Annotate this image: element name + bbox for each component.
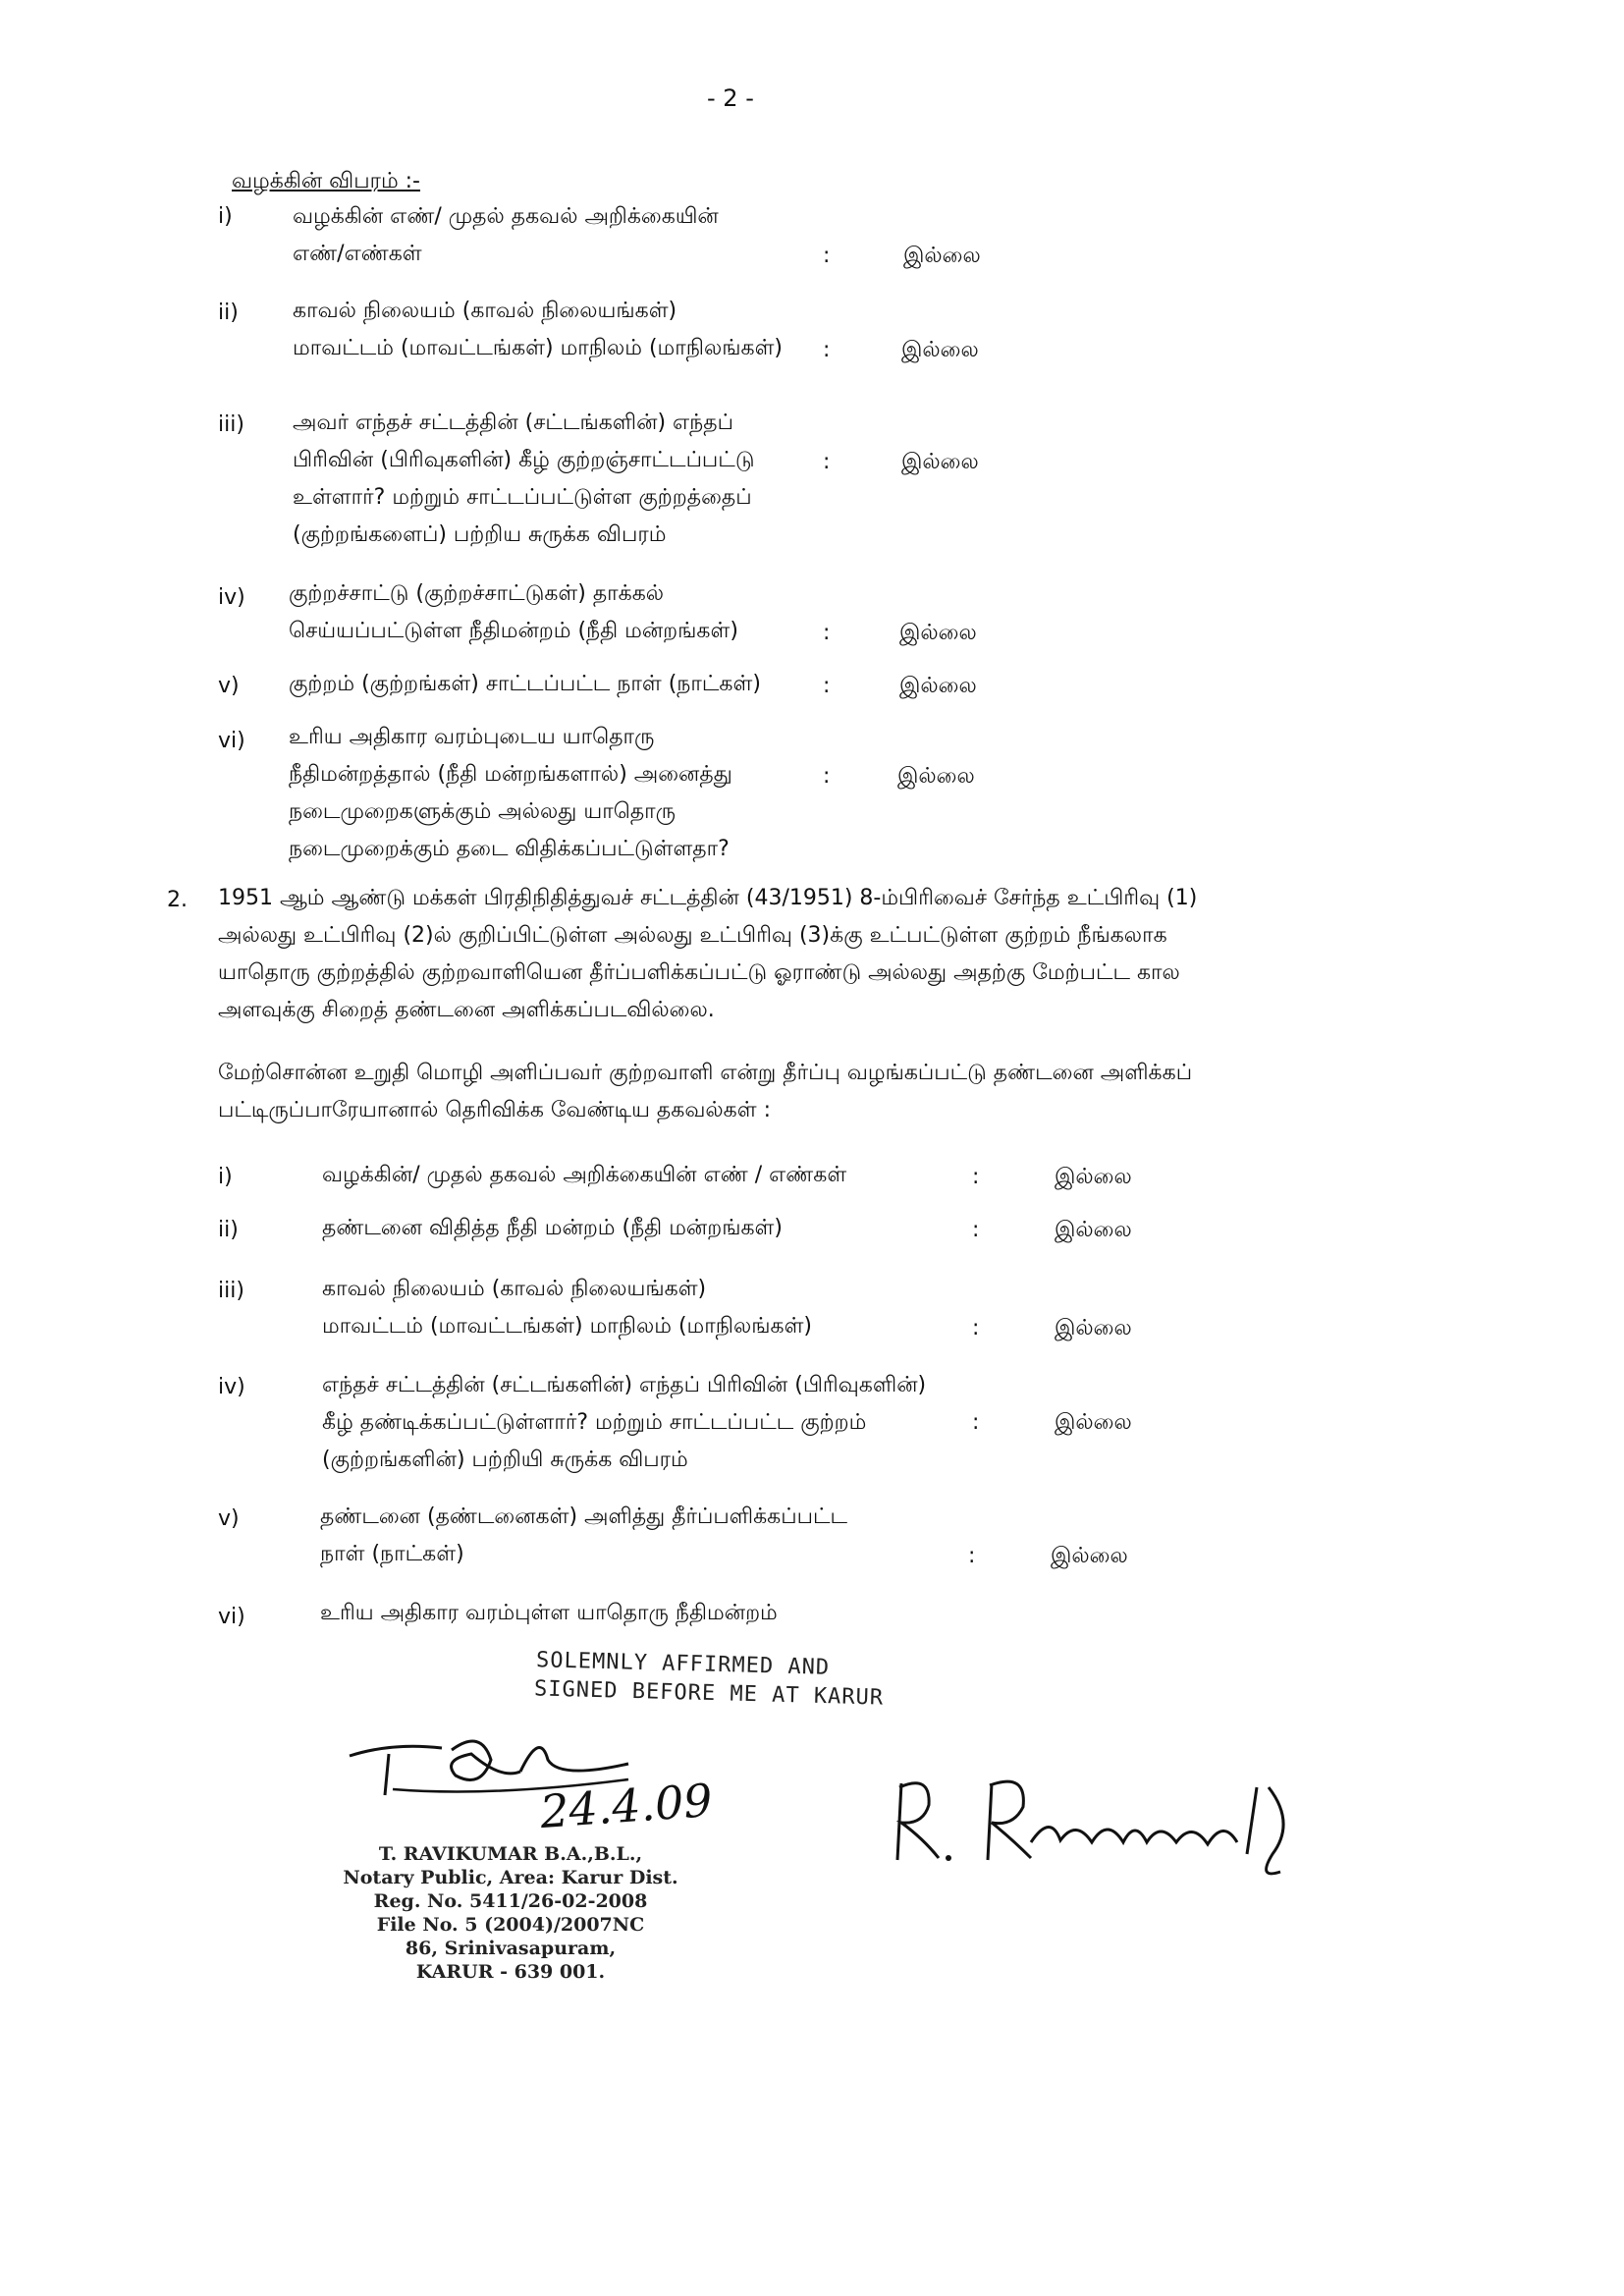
notary-line-5: KARUR - 639 001. [415,1961,606,1983]
section-heading: வழக்கின் விபரம் :- [232,169,420,193]
s1-item-3-value: இல்லை [901,450,979,474]
s1-item-2-line-2: மாவட்டம் (மாவட்டங்கள்) மாநிலம் (மாநிலங்கள்) [293,336,784,360]
s1-item-5-colon: : [823,674,831,698]
s1-item-6-line-3: நடைமுறைகளுக்கும் அல்லது யாதொரு [289,799,677,824]
s1-item-4-number: iv) [218,585,245,610]
s1-item-2-line-1: காவல் நிலையம் (காவல் நிலையங்கள்) [293,299,677,323]
s2-item-3-number: iii) [218,1279,244,1303]
s2-item-5-value: இல்லை [1051,1544,1128,1568]
notary-line-3: File No. 5 (2004)/2007NC [376,1914,645,1936]
s2-item-1-line-1: வழக்கின்/ முதல் தகவல் அறிக்கையின் எண் / எண்கள் [322,1163,847,1187]
s1-item-2-number: ii) [218,301,239,325]
s2-item-1-value: இல்லை [1055,1165,1132,1189]
s1-item-6-colon: : [823,764,831,789]
s1-item-4-value: இல்லை [899,621,977,645]
s1-item-1-value: இல்லை [903,244,981,268]
s1-item-3-colon: : [823,450,831,474]
affirmation-stamp-line-1: SOLEMNLY AFFIRMED AND [535,1648,831,1680]
point-2-line-2: அல்லது உட்பிரிவு (2)ல் குறிப்பிட்டுள்ள அல்லது உட்பிரிவு (3)க்கு உட்பட்டுள்ள குற்றம் நீங்கலாக [218,923,1167,948]
s2-item-2-value: இல்லை [1055,1218,1132,1242]
s2-item-3-line-1: காவல் நிலையம் (காவல் நிலையங்கள்) [322,1277,707,1301]
s2-item-5-number: v) [218,1506,240,1531]
s2-item-5-colon: : [968,1544,976,1568]
s1-item-6-line-4: நடைமுறைக்கும் தடை விதிக்கப்பட்டுள்ளதா? [289,837,730,861]
s1-item-2-value: இல்லை [901,338,979,362]
notary-stamp [324,1842,697,1984]
point-2-line-3: யாதொரு குற்றத்தில் குற்றவாளியென தீர்ப்பளிக்கப்பட்டு ஓராண்டு அல்லது அதற்கு மேற்பட்ட கால [218,960,1180,985]
page-number: - 2 - [707,84,754,112]
signature-date: 24.4.09 [538,1773,715,1839]
s2-item-4-number: iv) [218,1375,245,1399]
point-2-paragraph [218,880,1269,1029]
s1-item-3-line-1: அவர் எந்தச் சட்டத்தின் (சட்டங்களின்) எந்தப் [293,410,734,435]
s1-item-3-line-2: பிரிவின் (பிரிவுகளின்) கீழ் குற்றஞ்சாட்டப்பட்டு [293,448,755,472]
point-2-intro-line-1: மேற்சொன்ன உறுதி மொழி அளிப்பவர் குற்றவாளி என்று தீர்ப்பு வழங்கப்பட்டு தண்டனை அளிக்கப் [218,1061,1193,1085]
s2-item-4-line-1: எந்தச் சட்டத்தின் (சட்டங்களின்) எந்தப் பிரிவின் (பிரிவுகளின்) [322,1373,927,1397]
notary-line-2: Reg. No. 5411/26-02-2008 [373,1890,648,1912]
s1-item-1-line-2: எண்/எண்கள் [293,242,422,266]
s1-item-2-colon: : [823,338,831,362]
s2-item-6-line-1: உரிய அதிகார வரம்புள்ள யாதொரு நீதிமன்றம் [320,1601,778,1625]
notary-name: T. RAVIKUMAR B.A.,B.L., [378,1843,643,1865]
s1-item-1-number: i) [218,204,233,229]
s2-item-4-line-3: (குற்றங்களின்) பற்றியி சுருக்க விபரம் [322,1448,688,1472]
s1-item-6-line-2: நீதிமன்றத்தால் (நீதி மன்றங்களால்) அனைத்து [289,762,732,787]
notary-line-1: Notary Public, Area: Karur Dist. [343,1867,678,1888]
s1-item-3-line-4: (குற்றங்களைப்) பற்றிய சுருக்க விபரம் [293,522,667,547]
s2-item-3-value: இல்லை [1055,1316,1132,1340]
s1-item-6-number: vi) [218,729,245,753]
point-2-number: 2. [167,888,188,912]
s1-item-4-line-2: செய்யப்பட்டுள்ள நீதிமன்றம் (நீதி மன்றங்கள்) [289,619,738,643]
s1-item-4-line-1: குற்றச்சாட்டு (குற்றச்சாட்டுகள்) தாக்கல் [289,581,665,606]
point-2-line-4: அளவுக்கு சிறைத் தண்டனை அளிக்கப்படவில்லை. [218,998,715,1022]
s1-item-6-line-1: உரிய அதிகார வரம்புடைய யாதொரு [289,725,655,749]
point-2-intro [218,1055,1269,1129]
s1-item-1-line-1: வழக்கின் எண்/ முதல் தகவல் அறிக்கையின் [293,204,719,229]
affirmation-stamp-line-2: SIGNED BEFORE ME AT KARUR [533,1676,885,1711]
s2-item-5-line-2: நாள் (நாட்கள்) [320,1542,464,1566]
s1-item-1-colon: : [823,244,831,268]
s1-item-5-value: இல்லை [899,674,977,698]
s2-item-4-value: இல்லை [1055,1410,1132,1435]
s1-item-5-number: v) [218,674,240,698]
s2-item-5-line-1: தண்டனை (தண்டனைகள்) அளித்து தீர்ப்பளிக்கப்பட்ட [320,1504,848,1529]
s2-item-3-colon: : [972,1316,980,1340]
s2-item-6-number: vi) [218,1605,245,1629]
s2-item-2-colon: : [972,1218,980,1242]
s1-item-3-line-3: உள்ளார்? மற்றும் சாட்டப்பட்டுள்ள குற்றத்தைப் [293,485,752,510]
s2-item-3-line-2: மாவட்டம் (மாவட்டங்கள்) மாநிலம் (மாநிலங்கள்) [322,1314,813,1339]
s2-item-1-colon: : [972,1165,980,1189]
s2-item-2-line-1: தண்டனை விதித்த நீதி மன்றம் (நீதி மன்றங்கள்) [322,1216,783,1240]
s2-item-4-colon: : [972,1410,980,1435]
s1-item-5-line-1: குற்றம் (குற்றங்கள்) சாட்டப்பட்ட நாள் (நாட்கள்) [289,672,761,696]
point-2-line-1: 1951 ஆம் ஆண்டு மக்கள் பிரதிநிதித்துவச் சட்டத்தின் (43/1951) 8-ம்பிரிவைச் சேர்ந்த உட்பிரிவு (1) [218,886,1198,910]
deponent-signature [884,1764,1355,1882]
s2-item-4-line-2: கீழ் தண்டிக்கப்பட்டுள்ளார்? மற்றும் சாட்டப்பட்ட குற்றம் [322,1410,867,1435]
s2-item-1-number: i) [218,1165,233,1189]
notary-line-4: 86, Srinivasapuram, [405,1938,617,1959]
s1-item-6-value: இல்லை [897,764,975,789]
point-2-intro-line-2: பட்டிருப்பாரேயானால் தெரிவிக்க வேண்டிய தகவல்கள் : [218,1098,771,1122]
s1-item-4-colon: : [823,621,831,645]
s1-item-3-number: iii) [218,412,244,437]
s2-item-2-number: ii) [218,1218,239,1242]
